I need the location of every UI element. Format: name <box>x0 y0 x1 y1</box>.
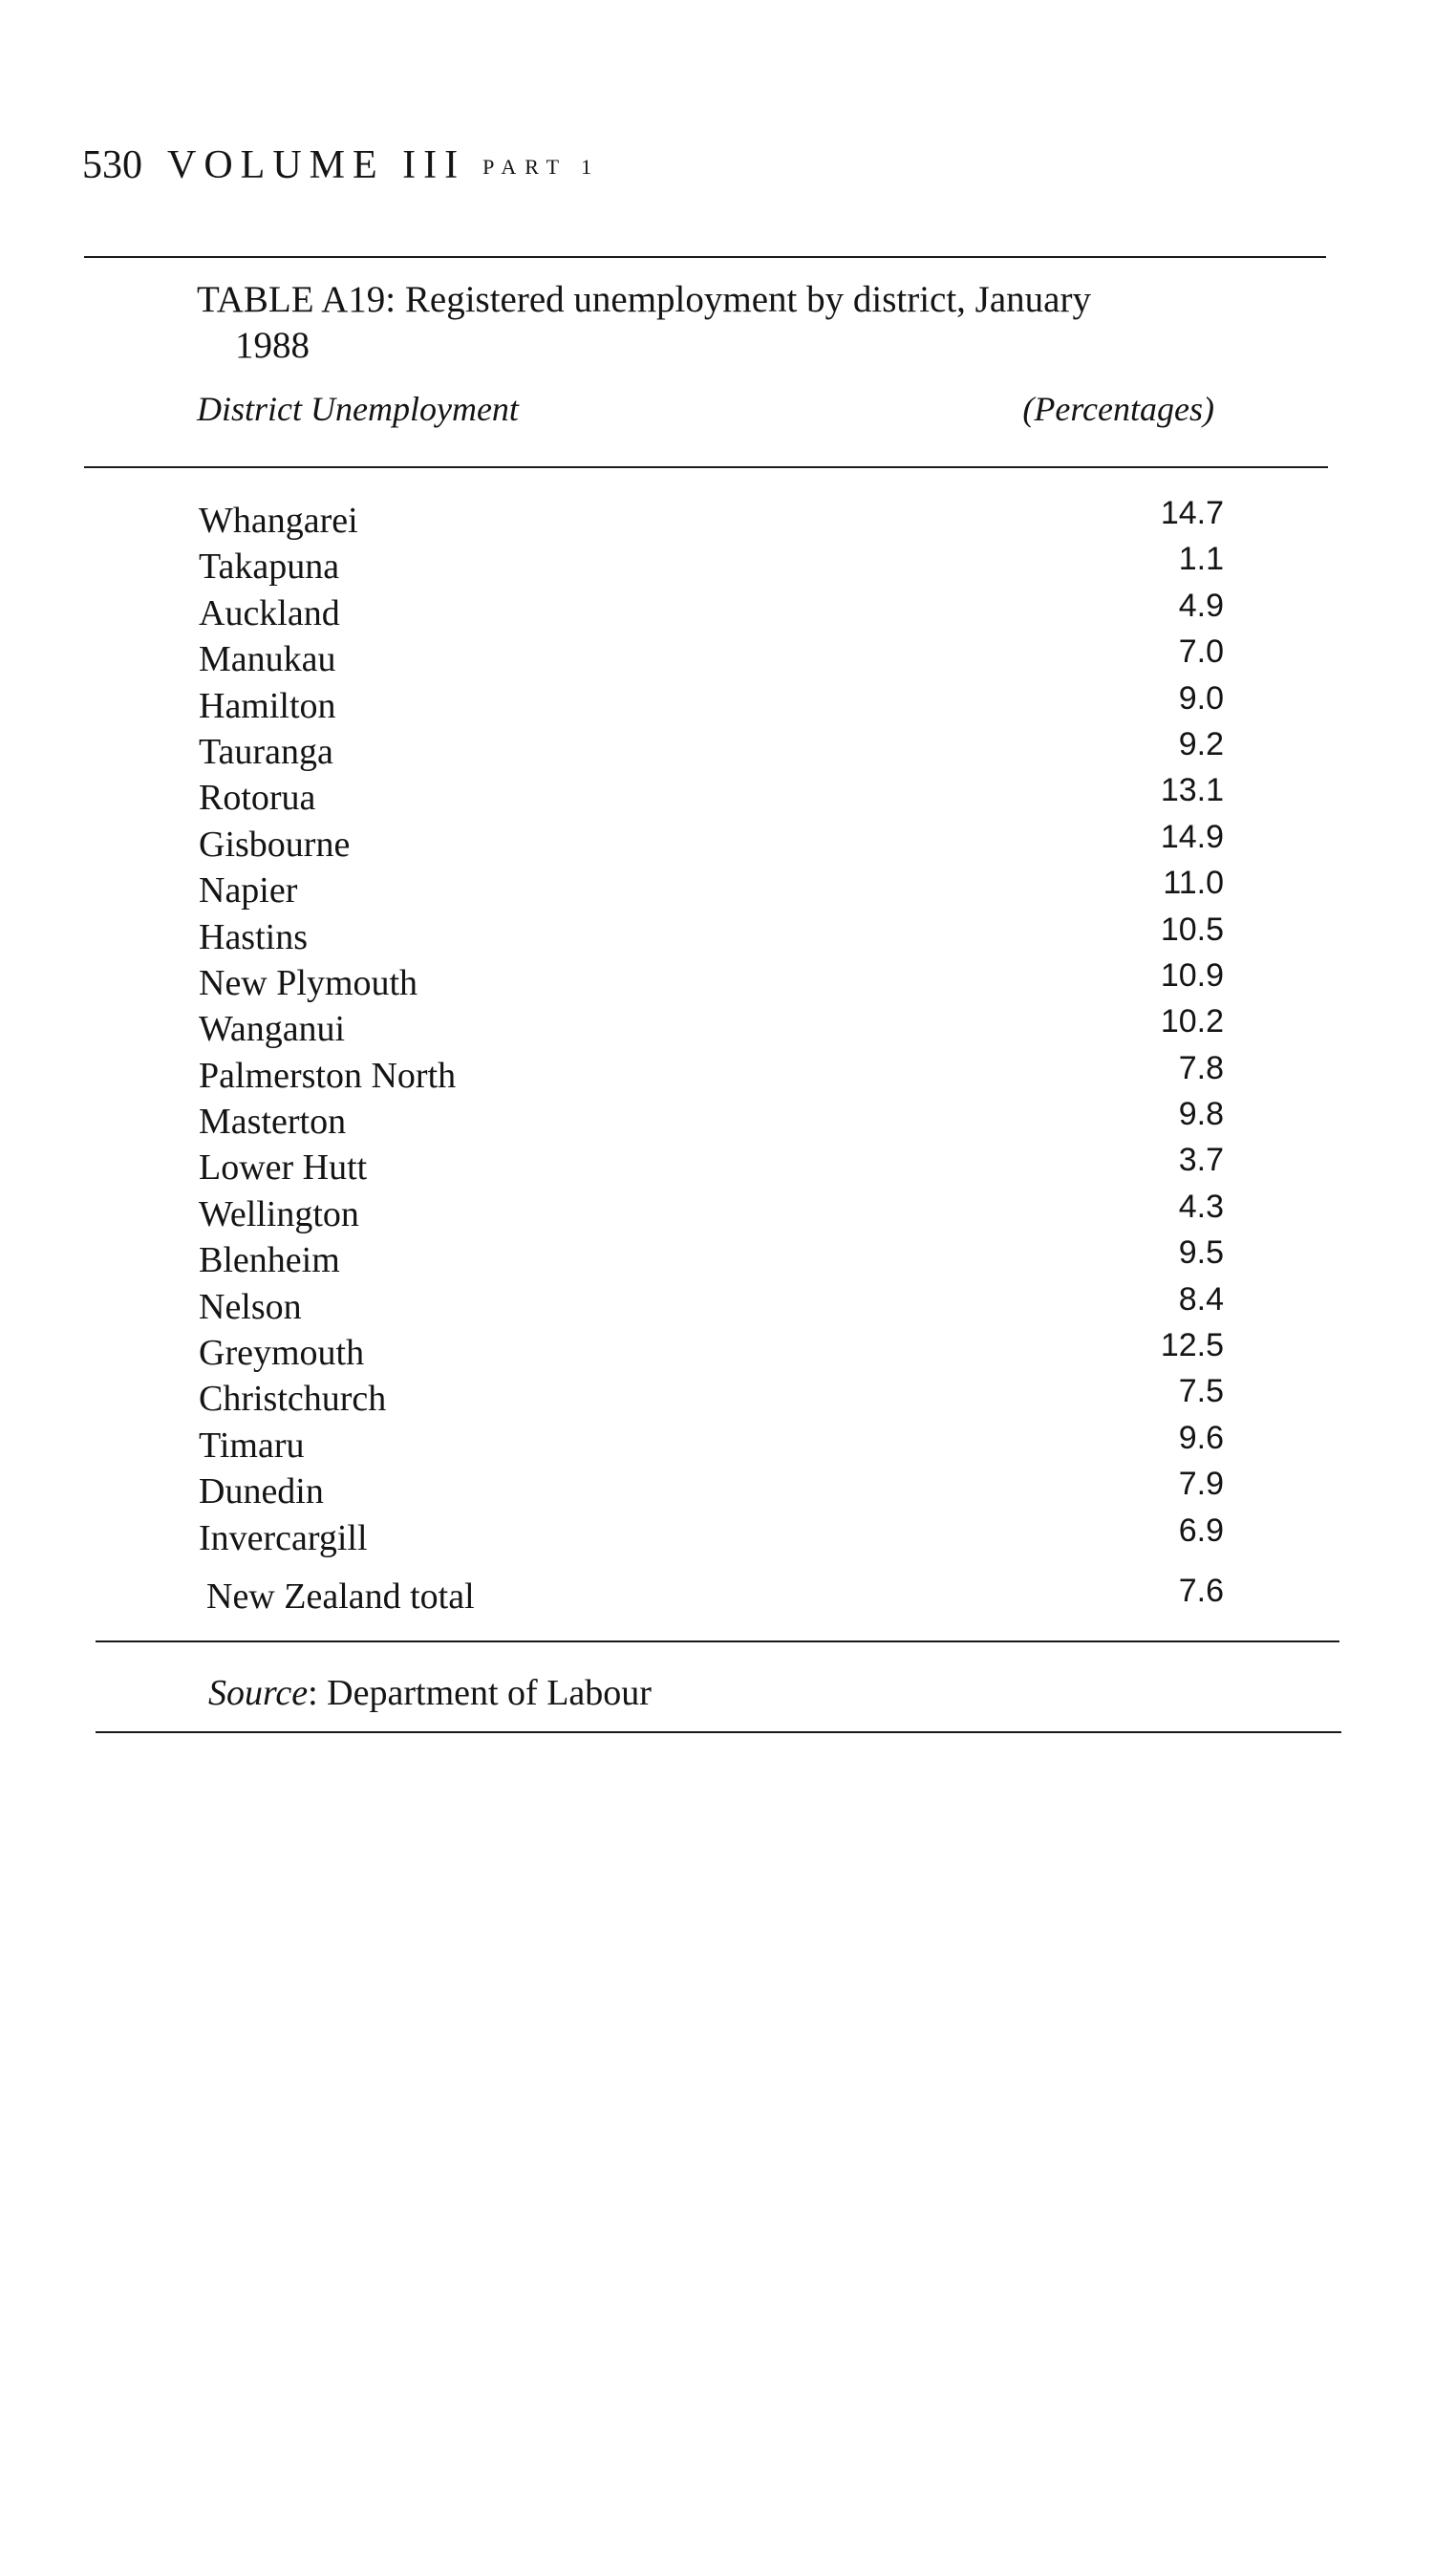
unemployment-percentage: 14.7 <box>1160 495 1224 531</box>
unemployment-percentage: 14.9 <box>1160 818 1224 855</box>
district-name: Masterton <box>199 1102 347 1143</box>
unemployment-percentage: 10.5 <box>1160 911 1224 948</box>
unemployment-percentage: 9.6 <box>1178 1419 1224 1456</box>
district-name: Greymouth <box>199 1333 365 1374</box>
unemployment-percentage: 1.1 <box>1178 541 1224 578</box>
unemployment-percentage: 10.2 <box>1160 1003 1224 1040</box>
district-name: Gisbourne <box>199 824 351 865</box>
table-row <box>199 495 1224 544</box>
table-row <box>199 1049 1224 1099</box>
unemployment-percentage: 7.8 <box>1178 1049 1224 1086</box>
table-row <box>199 1142 1224 1190</box>
table-row <box>199 1280 1224 1330</box>
district-name: New Plymouth <box>199 962 418 1003</box>
unemployment-percentage: 9.2 <box>1178 725 1224 762</box>
district-name: Wellington <box>199 1193 359 1234</box>
district-name: Invercargill <box>199 1517 368 1558</box>
district-name: Blenheim <box>199 1240 340 1281</box>
page-number: 530 <box>82 143 142 187</box>
table-row <box>199 1466 1224 1514</box>
district-name: Hastins <box>199 916 308 957</box>
table-caption-year: 1988 <box>235 325 310 366</box>
unemployment-percentage: 3.7 <box>1178 1142 1224 1179</box>
source-text: : Department of Labour <box>308 1673 652 1713</box>
source-label: Source <box>208 1673 309 1713</box>
unemployment-percentage: 9.5 <box>1178 1234 1224 1272</box>
table-row <box>199 1419 1224 1469</box>
header-rule <box>84 466 1328 468</box>
district-name: Napier <box>199 870 298 911</box>
part-label: PART 1 <box>482 155 601 179</box>
district-name: Rotorua <box>199 778 316 819</box>
running-head <box>82 145 600 185</box>
table-row <box>199 772 1224 821</box>
table-row <box>199 865 1224 913</box>
district-name: Hamilton <box>199 685 336 726</box>
table-row <box>199 1327 1224 1376</box>
source-rule <box>96 1731 1341 1733</box>
district-name: Dunedin <box>199 1471 324 1512</box>
table-row <box>199 1373 1224 1422</box>
unemployment-percentage: 7.5 <box>1178 1373 1224 1410</box>
unemployment-percentage: 6.9 <box>1178 1512 1224 1549</box>
unemployment-percentage: 13.1 <box>1160 772 1224 809</box>
unemployment-percentage: 4.3 <box>1178 1188 1224 1225</box>
district-name: Wanganui <box>199 1009 346 1050</box>
table-row <box>199 1003 1224 1052</box>
unemployment-percentage: 9.8 <box>1178 1096 1224 1133</box>
table-row <box>199 633 1224 682</box>
table-row <box>199 956 1224 1006</box>
source-note <box>208 1670 652 1716</box>
table-row <box>199 725 1224 775</box>
district-name: Tauranga <box>199 731 333 772</box>
district-name: Takapuna <box>199 547 340 588</box>
column-header-percentages: (Percentages) <box>1022 390 1214 428</box>
total-row <box>206 1574 1224 1621</box>
unemployment-percentage: 12.5 <box>1160 1327 1224 1364</box>
table-row <box>199 1234 1224 1283</box>
unemployment-percentage: 7.9 <box>1178 1466 1224 1503</box>
table-bottom-rule <box>96 1640 1339 1642</box>
district-name: Whangarei <box>199 501 358 541</box>
table-caption <box>197 277 1219 369</box>
unemployment-percentage: 4.9 <box>1178 587 1224 624</box>
table-row <box>199 818 1224 868</box>
table-row <box>199 1512 1224 1561</box>
district-name: Nelson <box>199 1286 302 1327</box>
table-row <box>199 587 1224 636</box>
table-row <box>199 541 1224 590</box>
table-top-rule <box>84 256 1326 258</box>
table-body <box>199 495 1224 1561</box>
district-name: Christchurch <box>199 1379 387 1420</box>
district-name: Timaru <box>199 1425 305 1466</box>
district-name: Palmerston North <box>199 1055 457 1096</box>
district-name: Manukau <box>199 639 336 680</box>
unemployment-percentage: 11.0 <box>1163 865 1224 902</box>
volume-title: VOLUME III <box>167 143 466 187</box>
table-row <box>199 1096 1224 1145</box>
total-label: New Zealand total <box>206 1576 475 1617</box>
table-row <box>199 679 1224 729</box>
table-caption-line: TABLE A19: Registered unemployment by district, January <box>197 279 1091 320</box>
table-row <box>199 911 1224 960</box>
unemployment-percentage: 9.0 <box>1178 679 1224 717</box>
total-value: 7.6 <box>1178 1573 1224 1609</box>
district-name: Auckland <box>199 592 340 633</box>
unemployment-percentage: 7.0 <box>1178 633 1224 671</box>
unemployment-percentage: 8.4 <box>1178 1280 1224 1318</box>
district-name: Lower Hutt <box>199 1147 368 1189</box>
unemployment-percentage: 10.9 <box>1160 956 1224 994</box>
table-row <box>199 1188 1224 1237</box>
column-header-district: District Unemployment <box>197 390 519 428</box>
